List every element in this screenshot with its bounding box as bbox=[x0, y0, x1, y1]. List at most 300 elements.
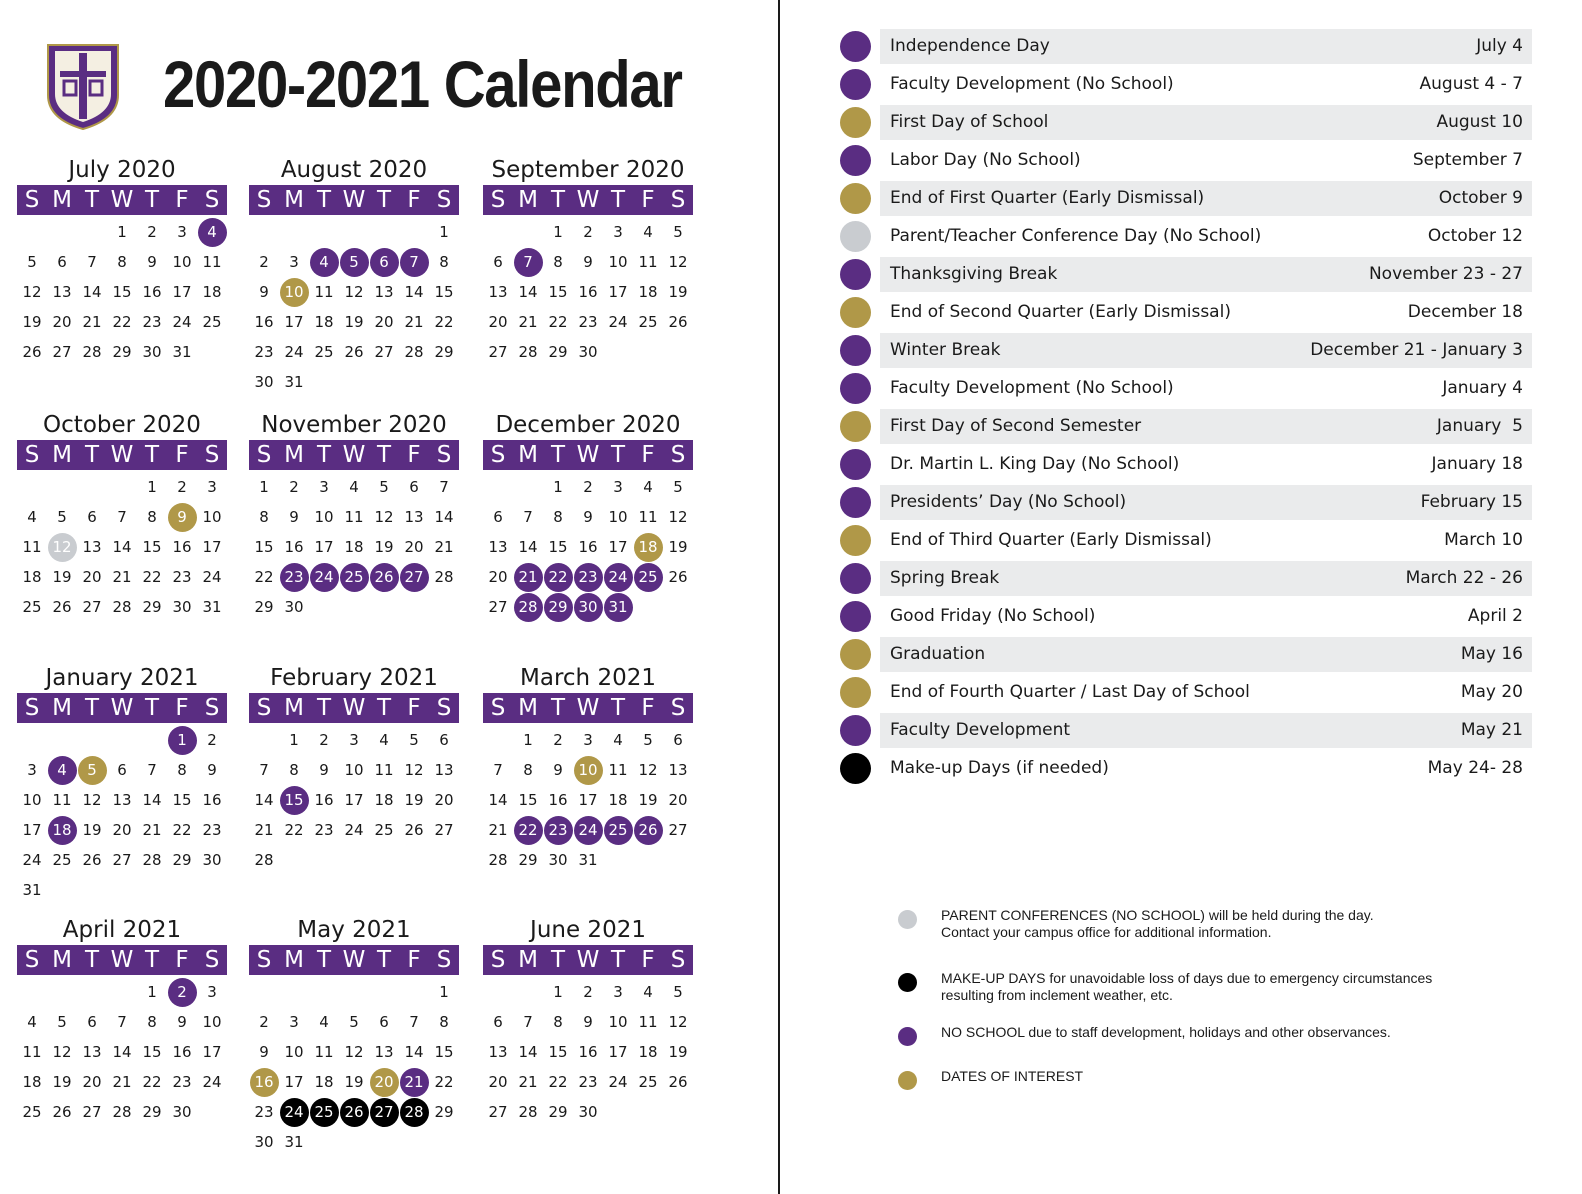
highlighted-day bbox=[77, 755, 107, 785]
empty-day-cell bbox=[483, 725, 513, 755]
empty-day-cell bbox=[399, 217, 429, 247]
day-cell bbox=[249, 562, 279, 592]
day-number: 1 bbox=[117, 223, 127, 241]
event-color-dot bbox=[840, 753, 871, 784]
day-cell bbox=[309, 1067, 339, 1097]
weekday-label: F bbox=[641, 187, 655, 213]
event-color-dot bbox=[840, 31, 871, 62]
day-number: 2 bbox=[553, 731, 563, 749]
day-number: 9 bbox=[147, 253, 157, 271]
day-number: 17 bbox=[172, 283, 192, 301]
day-cell bbox=[249, 367, 279, 397]
day-cell bbox=[197, 502, 227, 532]
day-cell bbox=[197, 815, 227, 845]
day-number: 28 bbox=[488, 851, 508, 869]
calendar-panel bbox=[0, 0, 775, 1194]
day-cell bbox=[279, 592, 309, 622]
day-cell bbox=[369, 532, 399, 562]
day-number: 22 bbox=[548, 1073, 568, 1091]
day-cell bbox=[339, 785, 369, 815]
school-crest-logo bbox=[46, 43, 120, 131]
day-number: 15 bbox=[280, 786, 309, 815]
day-cell bbox=[483, 815, 513, 845]
day-cell bbox=[137, 785, 167, 815]
weekday-label: S bbox=[24, 442, 40, 468]
weekday-label: S bbox=[670, 695, 686, 721]
event-date: March 22 - 26 bbox=[1405, 568, 1523, 588]
day-number: 19 bbox=[668, 538, 688, 556]
highlighted-day bbox=[369, 247, 399, 277]
day-cell bbox=[167, 845, 197, 875]
day-number: 11 bbox=[202, 253, 222, 271]
empty-day-cell bbox=[279, 217, 309, 247]
day-number: 16 bbox=[578, 1043, 598, 1061]
day-number: 6 bbox=[57, 253, 67, 271]
day-number: 20 bbox=[374, 313, 394, 331]
day-number: 14 bbox=[404, 1043, 424, 1061]
day-cell bbox=[279, 725, 309, 755]
day-cell bbox=[309, 472, 339, 502]
month-name: October 2020 bbox=[43, 412, 201, 438]
event-row bbox=[840, 65, 1532, 103]
highlighted-day bbox=[279, 785, 309, 815]
day-number: 1 bbox=[289, 731, 299, 749]
day-number: 24 bbox=[574, 816, 603, 845]
empty-day-cell bbox=[47, 725, 77, 755]
day-number: 11 bbox=[22, 538, 42, 556]
highlighted-day bbox=[197, 217, 227, 247]
day-number: 21 bbox=[518, 313, 538, 331]
day-number: 5 bbox=[27, 253, 37, 271]
day-number: 28 bbox=[112, 1103, 132, 1121]
day-cell bbox=[279, 307, 309, 337]
weekday-label: T bbox=[84, 187, 100, 213]
day-cell bbox=[429, 1067, 459, 1097]
day-number: 10 bbox=[608, 1013, 628, 1031]
day-cell bbox=[483, 845, 513, 875]
weekday-label: F bbox=[641, 947, 655, 973]
highlighted-day bbox=[573, 592, 603, 622]
day-number: 25 bbox=[22, 1103, 42, 1121]
weekday-label: F bbox=[407, 187, 421, 213]
day-cell bbox=[663, 277, 693, 307]
day-number: 13 bbox=[488, 1043, 508, 1061]
day-number: 14 bbox=[434, 508, 454, 526]
day-number: 24 bbox=[202, 1073, 222, 1091]
day-cell bbox=[77, 1067, 107, 1097]
day-number: 8 bbox=[177, 761, 187, 779]
day-cell bbox=[573, 247, 603, 277]
day-number: 27 bbox=[82, 1103, 102, 1121]
event-name: End of Second Quarter (Early Dismissal) bbox=[890, 302, 1231, 322]
day-number: 26 bbox=[668, 313, 688, 331]
day-cell bbox=[633, 217, 663, 247]
empty-day-cell bbox=[17, 725, 47, 755]
month-name: June 2021 bbox=[530, 917, 646, 943]
day-cell bbox=[339, 815, 369, 845]
event-date: January 5 bbox=[1436, 416, 1523, 436]
weekday-header bbox=[483, 440, 693, 470]
day-grid bbox=[17, 977, 227, 1127]
day-cell bbox=[429, 725, 459, 755]
highlighted-day bbox=[167, 502, 197, 532]
event-name: First Day of Second Semester bbox=[890, 416, 1142, 436]
day-cell bbox=[543, 307, 573, 337]
day-number: 27 bbox=[82, 598, 102, 616]
day-number: 1 bbox=[553, 223, 563, 241]
day-number: 5 bbox=[673, 478, 683, 496]
day-cell bbox=[483, 1037, 513, 1067]
event-bar bbox=[880, 67, 1532, 102]
weekday-label: F bbox=[407, 442, 421, 468]
day-cell bbox=[197, 277, 227, 307]
highlighted-day bbox=[339, 562, 369, 592]
day-number: 1 bbox=[147, 983, 157, 1001]
day-cell bbox=[279, 367, 309, 397]
day-cell bbox=[483, 502, 513, 532]
day-number: 12 bbox=[668, 508, 688, 526]
day-number: 26 bbox=[22, 343, 42, 361]
day-cell bbox=[603, 277, 633, 307]
weekday-label: S bbox=[256, 695, 272, 721]
day-cell bbox=[573, 1007, 603, 1037]
event-name: End of First Quarter (Early Dismissal) bbox=[890, 188, 1205, 208]
day-number: 16 bbox=[548, 791, 568, 809]
day-cell bbox=[573, 472, 603, 502]
day-cell bbox=[309, 502, 339, 532]
day-number: 1 bbox=[147, 478, 157, 496]
day-number: 29 bbox=[254, 598, 274, 616]
day-cell bbox=[603, 472, 633, 502]
day-number: 22 bbox=[112, 313, 132, 331]
event-color-dot bbox=[840, 411, 871, 442]
day-cell bbox=[339, 725, 369, 755]
day-number: 11 bbox=[22, 1043, 42, 1061]
day-number: 22 bbox=[544, 563, 573, 592]
day-number: 10 bbox=[608, 253, 628, 271]
day-cell bbox=[483, 592, 513, 622]
day-number: 17 bbox=[578, 791, 598, 809]
day-number: 30 bbox=[548, 851, 568, 869]
month-calendar bbox=[249, 410, 459, 622]
highlighted-day bbox=[543, 815, 573, 845]
day-cell bbox=[279, 1067, 309, 1097]
day-cell bbox=[573, 845, 603, 875]
day-cell bbox=[483, 1007, 513, 1037]
day-cell bbox=[17, 277, 47, 307]
day-number: 24 bbox=[608, 313, 628, 331]
day-number: 8 bbox=[439, 253, 449, 271]
day-number: 8 bbox=[439, 1013, 449, 1031]
day-number: 20 bbox=[112, 821, 132, 839]
day-number: 29 bbox=[434, 1103, 454, 1121]
day-number: 28 bbox=[404, 343, 424, 361]
day-cell bbox=[137, 977, 167, 1007]
day-cell bbox=[603, 1037, 633, 1067]
day-number: 21 bbox=[434, 538, 454, 556]
day-cell bbox=[77, 277, 107, 307]
weekday-label: M bbox=[284, 442, 304, 468]
day-cell bbox=[633, 1037, 663, 1067]
day-number: 26 bbox=[52, 598, 72, 616]
day-cell bbox=[399, 472, 429, 502]
event-bar bbox=[880, 713, 1532, 748]
day-cell bbox=[429, 247, 459, 277]
weekday-label: M bbox=[518, 695, 538, 721]
day-number: 17 bbox=[608, 1043, 628, 1061]
day-cell bbox=[513, 307, 543, 337]
empty-day-cell bbox=[309, 217, 339, 247]
month-name: April 2021 bbox=[62, 917, 182, 943]
highlighted-day bbox=[369, 1067, 399, 1097]
day-cell bbox=[77, 1037, 107, 1067]
day-number: 23 bbox=[172, 568, 192, 586]
day-number: 28 bbox=[142, 851, 162, 869]
day-cell bbox=[399, 532, 429, 562]
day-number: 18 bbox=[638, 1043, 658, 1061]
day-number: 9 bbox=[583, 508, 593, 526]
day-grid bbox=[17, 725, 227, 905]
day-cell bbox=[17, 845, 47, 875]
day-number: 19 bbox=[404, 791, 424, 809]
day-number: 4 bbox=[310, 248, 339, 277]
day-number: 17 bbox=[608, 538, 628, 556]
day-number: 7 bbox=[117, 1013, 127, 1031]
event-bar bbox=[880, 675, 1532, 710]
day-cell bbox=[279, 502, 309, 532]
day-number: 26 bbox=[340, 1098, 369, 1127]
day-cell bbox=[167, 532, 197, 562]
day-number: 9 bbox=[583, 253, 593, 271]
weekday-label: T bbox=[316, 442, 332, 468]
event-name: Good Friday (No School) bbox=[890, 606, 1096, 626]
day-cell bbox=[47, 562, 77, 592]
day-cell bbox=[47, 845, 77, 875]
weekday-label: T bbox=[316, 187, 332, 213]
day-number: 13 bbox=[374, 1043, 394, 1061]
day-number: 21 bbox=[514, 563, 543, 592]
event-bar bbox=[880, 219, 1532, 254]
weekday-label: T bbox=[316, 947, 332, 973]
event-row bbox=[840, 179, 1532, 217]
day-number: 2 bbox=[259, 1013, 269, 1031]
event-date: September 7 bbox=[1412, 150, 1523, 170]
day-cell bbox=[17, 307, 47, 337]
day-number: 14 bbox=[518, 538, 538, 556]
day-cell bbox=[279, 1007, 309, 1037]
day-cell bbox=[137, 307, 167, 337]
weekday-label: T bbox=[610, 187, 626, 213]
day-number: 4 bbox=[319, 1013, 329, 1031]
event-color-dot bbox=[840, 677, 871, 708]
day-number: 19 bbox=[52, 1073, 72, 1091]
day-number: 30 bbox=[254, 1133, 274, 1151]
day-cell bbox=[167, 1097, 197, 1127]
day-number: 25 bbox=[310, 1098, 339, 1127]
day-number: 26 bbox=[634, 816, 663, 845]
weekday-label: T bbox=[84, 442, 100, 468]
day-number: 11 bbox=[52, 791, 72, 809]
day-cell bbox=[107, 1007, 137, 1037]
day-number: 1 bbox=[523, 731, 533, 749]
day-number: 13 bbox=[668, 761, 688, 779]
empty-day-cell bbox=[483, 217, 513, 247]
empty-day-cell bbox=[17, 217, 47, 247]
empty-day-cell bbox=[339, 977, 369, 1007]
day-number: 10 bbox=[284, 1043, 304, 1061]
event-date: November 23 - 27 bbox=[1368, 264, 1523, 284]
day-cell bbox=[17, 755, 47, 785]
day-number: 20 bbox=[488, 1073, 508, 1091]
weekday-label: M bbox=[52, 695, 72, 721]
event-bar bbox=[880, 485, 1532, 520]
day-number: 22 bbox=[142, 1073, 162, 1091]
day-cell bbox=[77, 562, 107, 592]
day-number: 19 bbox=[668, 1043, 688, 1061]
day-number: 8 bbox=[259, 508, 269, 526]
day-number: 18 bbox=[374, 791, 394, 809]
day-number: 3 bbox=[613, 223, 623, 241]
day-cell bbox=[573, 217, 603, 247]
empty-day-cell bbox=[47, 472, 77, 502]
day-cell bbox=[573, 307, 603, 337]
day-number: 17 bbox=[314, 538, 334, 556]
weekday-label: M bbox=[518, 187, 538, 213]
day-number: 13 bbox=[374, 283, 394, 301]
empty-day-cell bbox=[249, 977, 279, 1007]
event-color-dot bbox=[840, 449, 871, 480]
day-cell bbox=[633, 472, 663, 502]
event-bar bbox=[880, 409, 1532, 444]
weekday-label: T bbox=[550, 695, 566, 721]
day-cell bbox=[543, 977, 573, 1007]
day-number: 3 bbox=[289, 1013, 299, 1031]
day-number: 13 bbox=[488, 538, 508, 556]
event-date: May 21 bbox=[1460, 720, 1523, 740]
day-number: 1 bbox=[553, 478, 563, 496]
day-number: 12 bbox=[374, 508, 394, 526]
event-date: January 4 bbox=[1442, 378, 1523, 398]
day-number: 1 bbox=[439, 223, 449, 241]
day-number: 28 bbox=[518, 1103, 538, 1121]
day-number: 15 bbox=[518, 791, 538, 809]
day-number: 31 bbox=[578, 851, 598, 869]
day-number: 15 bbox=[142, 1043, 162, 1061]
day-number: 11 bbox=[374, 761, 394, 779]
day-number: 7 bbox=[439, 478, 449, 496]
day-cell bbox=[167, 562, 197, 592]
day-number: 22 bbox=[142, 568, 162, 586]
day-number: 20 bbox=[668, 791, 688, 809]
day-number: 29 bbox=[172, 851, 192, 869]
day-number: 18 bbox=[22, 568, 42, 586]
day-cell bbox=[369, 1037, 399, 1067]
day-cell bbox=[77, 815, 107, 845]
day-cell bbox=[137, 502, 167, 532]
day-cell bbox=[483, 1097, 513, 1127]
events-panel bbox=[780, 0, 1582, 1194]
day-number: 6 bbox=[409, 478, 419, 496]
day-cell bbox=[309, 1007, 339, 1037]
day-number: 8 bbox=[117, 253, 127, 271]
day-cell bbox=[197, 845, 227, 875]
empty-day-cell bbox=[483, 977, 513, 1007]
day-number: 27 bbox=[434, 821, 454, 839]
day-cell bbox=[137, 277, 167, 307]
weekday-label: S bbox=[490, 695, 506, 721]
month-calendar bbox=[483, 155, 693, 367]
day-number: 25 bbox=[52, 851, 72, 869]
legend-text bbox=[941, 907, 1561, 941]
day-number: 30 bbox=[202, 851, 222, 869]
day-number: 4 bbox=[27, 508, 37, 526]
weekday-label: S bbox=[256, 947, 272, 973]
day-cell bbox=[137, 755, 167, 785]
day-cell bbox=[167, 1007, 197, 1037]
day-cell bbox=[543, 277, 573, 307]
event-date: May 24- 28 bbox=[1427, 758, 1523, 778]
day-cell bbox=[197, 755, 227, 785]
day-cell bbox=[399, 307, 429, 337]
legend-dot bbox=[898, 910, 917, 929]
day-number: 21 bbox=[254, 821, 274, 839]
day-number: 29 bbox=[142, 1103, 162, 1121]
empty-day-cell bbox=[77, 977, 107, 1007]
day-cell bbox=[249, 1127, 279, 1157]
highlighted-day bbox=[309, 1097, 339, 1127]
event-row bbox=[840, 141, 1532, 179]
event-color-dot bbox=[840, 715, 871, 746]
event-row bbox=[840, 635, 1532, 673]
event-row bbox=[840, 711, 1532, 749]
day-number: 28 bbox=[518, 343, 538, 361]
day-number: 17 bbox=[202, 1043, 222, 1061]
month-calendar bbox=[17, 155, 227, 367]
day-number: 1 bbox=[259, 478, 269, 496]
day-number: 5 bbox=[57, 1013, 67, 1031]
day-cell bbox=[249, 277, 279, 307]
day-number: 9 bbox=[207, 761, 217, 779]
day-cell bbox=[167, 1067, 197, 1097]
day-number: 10 bbox=[202, 1013, 222, 1031]
day-number: 24 bbox=[310, 563, 339, 592]
day-cell bbox=[107, 755, 137, 785]
day-number: 25 bbox=[340, 563, 369, 592]
day-number: 14 bbox=[112, 1043, 132, 1061]
event-bar bbox=[880, 181, 1532, 216]
day-number: 22 bbox=[434, 1073, 454, 1091]
legend-line: MAKE-UP DAYS for unavoidable loss of days due to emergency circumstances bbox=[941, 970, 1433, 986]
highlighted-day bbox=[573, 755, 603, 785]
day-number: 29 bbox=[434, 343, 454, 361]
day-cell bbox=[429, 532, 459, 562]
highlighted-day bbox=[47, 815, 77, 845]
day-number: 16 bbox=[578, 538, 598, 556]
empty-day-cell bbox=[107, 472, 137, 502]
day-number: 14 bbox=[518, 283, 538, 301]
day-cell bbox=[137, 592, 167, 622]
day-cell bbox=[429, 1097, 459, 1127]
highlighted-day bbox=[167, 977, 197, 1007]
day-number: 12 bbox=[668, 1013, 688, 1031]
month-name: March 2021 bbox=[520, 665, 656, 691]
day-cell bbox=[399, 1037, 429, 1067]
event-bar bbox=[880, 599, 1532, 634]
day-cell bbox=[633, 977, 663, 1007]
weekday-label: S bbox=[24, 187, 40, 213]
day-cell bbox=[663, 725, 693, 755]
day-cell bbox=[279, 815, 309, 845]
